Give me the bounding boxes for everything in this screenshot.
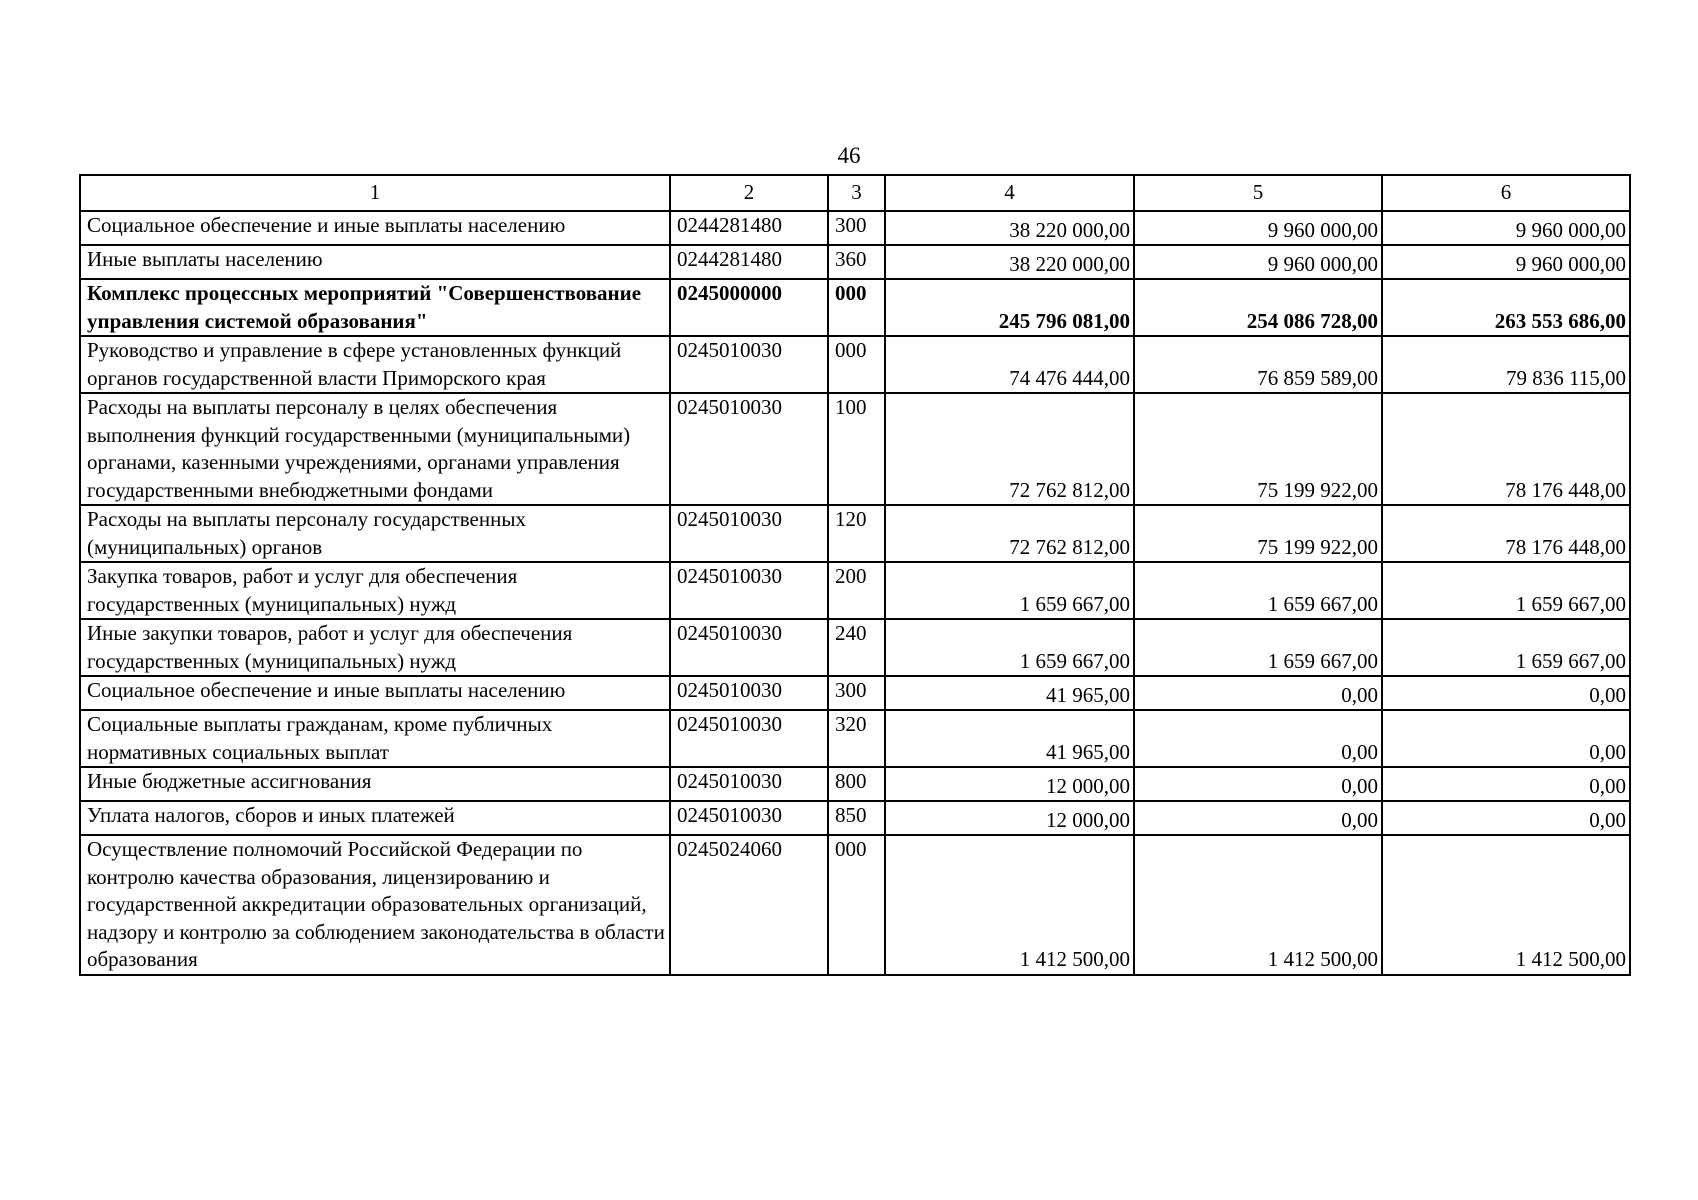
amount-col-4: 1 412 500,00 — [885, 835, 1134, 975]
amount-col-5: 75 199 922,00 — [1134, 505, 1382, 562]
expense-type-code: 120 — [828, 505, 885, 562]
row-name: Осуществление полномочий Российской Федерации по контролю качества образования, лицензированию и государственной аккредитации образовательных организаций, надзору и контролю за соблюдением законодательства в области образования — [80, 835, 670, 975]
column-header: 3 — [828, 175, 885, 211]
expense-type-code: 320 — [828, 710, 885, 767]
column-header: 4 — [885, 175, 1134, 211]
amount-col-5: 0,00 — [1134, 801, 1382, 835]
expense-type-code: 200 — [828, 562, 885, 619]
row-name: Социальные выплаты гражданам, кроме публичных нормативных социальных выплат — [80, 710, 670, 767]
amount-col-6: 1 412 500,00 — [1382, 835, 1630, 975]
column-number-row — [80, 175, 1630, 211]
amount-col-4: 38 220 000,00 — [885, 211, 1134, 245]
expense-type-code: 000 — [828, 279, 885, 336]
expense-type-code: 000 — [828, 835, 885, 975]
table-row — [80, 279, 1630, 336]
expense-type-code: 240 — [828, 619, 885, 676]
table-row — [80, 710, 1630, 767]
amount-col-4: 38 220 000,00 — [885, 245, 1134, 279]
target-code: 0245024060 — [670, 835, 828, 975]
row-name: Уплата налогов, сборов и иных платежей — [80, 801, 670, 835]
amount-col-5: 75 199 922,00 — [1134, 393, 1382, 505]
amount-col-4: 12 000,00 — [885, 767, 1134, 801]
amount-col-6: 79 836 115,00 — [1382, 336, 1630, 393]
page-number: 46 — [837, 143, 861, 168]
amount-col-5: 1 659 667,00 — [1134, 619, 1382, 676]
row-name: Иные выплаты населению — [80, 245, 670, 279]
amount-col-4: 74 476 444,00 — [885, 336, 1134, 393]
expense-type-code: 800 — [828, 767, 885, 801]
row-name: Руководство и управление в сфере установленных функций органов государственной власти Приморского края — [80, 336, 670, 393]
target-code: 0245010030 — [670, 505, 828, 562]
column-header: 5 — [1134, 175, 1382, 211]
amount-col-6: 0,00 — [1382, 767, 1630, 801]
amount-col-6: 78 176 448,00 — [1382, 505, 1630, 562]
expense-type-code: 850 — [828, 801, 885, 835]
amount-col-5: 9 960 000,00 — [1134, 211, 1382, 245]
row-name: Расходы на выплаты персоналу государственных (муниципальных) органов — [80, 505, 670, 562]
amount-col-6: 263 553 686,00 — [1382, 279, 1630, 336]
expense-type-code: 360 — [828, 245, 885, 279]
target-code: 0245000000 — [670, 279, 828, 336]
row-name: Комплекс процессных мероприятий "Совершенствование управления системой образования" — [80, 279, 670, 336]
target-code: 0245010030 — [670, 801, 828, 835]
table-row — [80, 562, 1630, 619]
amount-col-5: 254 086 728,00 — [1134, 279, 1382, 336]
column-header: 2 — [670, 175, 828, 211]
target-code: 0245010030 — [670, 393, 828, 505]
expense-type-code: 300 — [828, 211, 885, 245]
target-code: 0245010030 — [670, 336, 828, 393]
amount-col-5: 0,00 — [1134, 767, 1382, 801]
row-name: Закупка товаров, работ и услуг для обеспечения государственных (муниципальных) нужд — [80, 562, 670, 619]
amount-col-4: 1 659 667,00 — [885, 562, 1134, 619]
target-code: 0245010030 — [670, 676, 828, 710]
table-row — [80, 801, 1630, 835]
target-code: 0245010030 — [670, 619, 828, 676]
table-row — [80, 393, 1630, 505]
column-header: 1 — [80, 175, 670, 211]
table-row — [80, 245, 1630, 279]
amount-col-4: 72 762 812,00 — [885, 505, 1134, 562]
amount-col-4: 245 796 081,00 — [885, 279, 1134, 336]
amount-col-4: 12 000,00 — [885, 801, 1134, 835]
row-name: Иные закупки товаров, работ и услуг для обеспечения государственных (муниципальных) нужд — [80, 619, 670, 676]
amount-col-6: 78 176 448,00 — [1382, 393, 1630, 505]
amount-col-6: 0,00 — [1382, 710, 1630, 767]
row-name: Социальное обеспечение и иные выплаты населению — [80, 676, 670, 710]
amount-col-5: 0,00 — [1134, 710, 1382, 767]
table-row — [80, 676, 1630, 710]
table-row — [80, 835, 1630, 975]
table-row — [80, 767, 1630, 801]
expense-type-code: 000 — [828, 336, 885, 393]
amount-col-4: 41 965,00 — [885, 676, 1134, 710]
row-name: Расходы на выплаты персоналу в целях обеспечения выполнения функций государственными (муниципальными) органами, казенными учреждениями, органами управления государственными внебюджетными фондами — [80, 393, 670, 505]
table-row — [80, 336, 1630, 393]
expense-type-code: 100 — [828, 393, 885, 505]
amount-col-5: 1 659 667,00 — [1134, 562, 1382, 619]
target-code: 0244281480 — [670, 211, 828, 245]
amount-col-6: 9 960 000,00 — [1382, 211, 1630, 245]
amount-col-5: 76 859 589,00 — [1134, 336, 1382, 393]
target-code: 0245010030 — [670, 710, 828, 767]
amount-col-5: 0,00 — [1134, 676, 1382, 710]
target-code: 0245010030 — [670, 767, 828, 801]
amount-col-4: 72 762 812,00 — [885, 393, 1134, 505]
table-row — [80, 211, 1630, 245]
amount-col-6: 1 659 667,00 — [1382, 619, 1630, 676]
row-name: Иные бюджетные ассигнования — [80, 767, 670, 801]
expense-type-code: 300 — [828, 676, 885, 710]
row-name: Социальное обеспечение и иные выплаты населению — [80, 211, 670, 245]
amount-col-6: 1 659 667,00 — [1382, 562, 1630, 619]
target-code: 0244281480 — [670, 245, 828, 279]
budget-table — [79, 174, 1631, 976]
amount-col-6: 9 960 000,00 — [1382, 245, 1630, 279]
amount-col-5: 1 412 500,00 — [1134, 835, 1382, 975]
column-header: 6 — [1382, 175, 1630, 211]
amount-col-6: 0,00 — [1382, 676, 1630, 710]
amount-col-4: 1 659 667,00 — [885, 619, 1134, 676]
table-row — [80, 619, 1630, 676]
table-row — [80, 505, 1630, 562]
target-code: 0245010030 — [670, 562, 828, 619]
amount-col-5: 9 960 000,00 — [1134, 245, 1382, 279]
amount-col-6: 0,00 — [1382, 801, 1630, 835]
amount-col-4: 41 965,00 — [885, 710, 1134, 767]
